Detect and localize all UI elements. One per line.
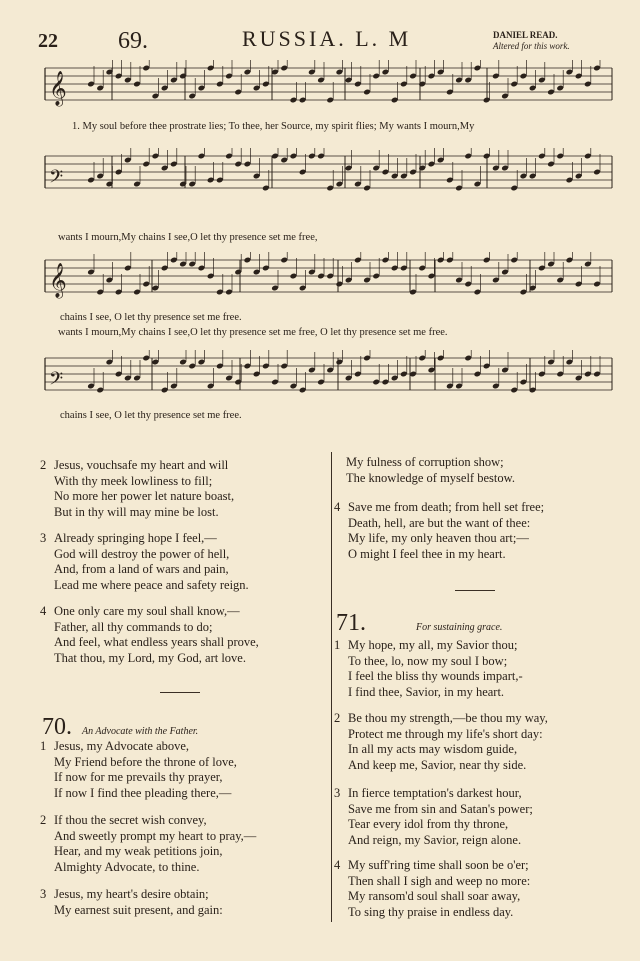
verse-line: I find thee, Savior, in my heart. xyxy=(348,684,505,699)
hymn70-heading xyxy=(42,714,198,741)
hymn71-number: 71. xyxy=(336,610,366,636)
verse-line: Save me from sin and Satan's power; xyxy=(348,801,533,816)
verse-line: Death, hell, are but the want of thee: xyxy=(348,515,531,530)
verse-line: And keep me, Savior, near thy side. xyxy=(348,757,527,772)
bass-staff-2 xyxy=(0,350,640,406)
verse-line: My earnest suit present, and gain: xyxy=(54,902,223,917)
verse-line: My life, my only heaven thou art;— xyxy=(348,531,529,546)
verse-number: 2 xyxy=(40,458,47,472)
verse-number: 1 xyxy=(334,638,341,652)
verse-line: To thee, lo, now my soul I bow; xyxy=(348,653,508,668)
section-divider xyxy=(160,692,200,693)
hymn71-verse-4 xyxy=(334,858,530,920)
verse-line: Almighty Advocate, to thine. xyxy=(54,859,200,874)
hymn70-verse-3 xyxy=(40,887,223,918)
verse-line: My ransom'd soul shall soar away, xyxy=(348,889,521,904)
verse-number: 2 xyxy=(334,711,341,725)
tune-title: RUSSIA. L. M xyxy=(242,26,412,51)
hymn70-verse-1 xyxy=(40,739,237,801)
lyric-line-2: wants I mourn,My chains I see,O let thy presence set me free, xyxy=(58,232,318,243)
verse-line: Save me from death; from hell set free; xyxy=(348,500,545,514)
lyric-line-3: chains I see, O let thy presence set me free. xyxy=(60,312,242,323)
hymn70-verse-3-cont xyxy=(346,455,515,486)
treble-staff-1 xyxy=(0,60,640,116)
hymn69-verse-3 xyxy=(40,531,249,593)
verse-line: My suff'ring time shall soon be o'er; xyxy=(348,858,529,872)
verse-line: My Friend before the throne of love, xyxy=(54,754,237,769)
bass-staff-1 xyxy=(0,148,640,204)
verse-line: And, from a land of wars and pain, xyxy=(54,562,229,577)
verse-number: 3 xyxy=(40,887,47,901)
verse-line: In fierce temptation's darkest hour, xyxy=(348,786,522,800)
verse-line: Jesus, my Advocate above, xyxy=(54,739,190,753)
verse-number: 3 xyxy=(334,786,341,800)
verse-line: If now I find thee pleading there,— xyxy=(54,785,232,800)
hymn71-heading xyxy=(336,610,502,637)
hymn71-verse-2 xyxy=(334,711,548,773)
composer-name: DANIEL READ. xyxy=(493,30,558,40)
verse-number: 4 xyxy=(334,500,341,514)
hymn69-verse-2 xyxy=(40,458,234,520)
hymn70-verse-2 xyxy=(40,813,256,875)
verse-line: And reign, my Savior, reign alone. xyxy=(348,832,522,847)
verse-number: 1 xyxy=(40,739,47,753)
composer-credit xyxy=(493,30,570,52)
verse-line: And sweetly prompt my heart to pray,— xyxy=(54,828,257,843)
verse-line: Lead me where peace and safety reign. xyxy=(54,577,249,592)
verse-line: Jesus, vouchsafe my heart and will xyxy=(54,458,229,472)
verse-line: One only care my soul shall know,— xyxy=(54,604,240,618)
hymn70-verse-4 xyxy=(334,500,544,562)
verse-line: No more her power let nature boast, xyxy=(54,489,235,504)
verse-line: If thou the secret wish convey, xyxy=(54,813,207,827)
verse-line: Then shall I sigh and weep no more: xyxy=(348,873,531,888)
verse-line: Already springing hope I feel,— xyxy=(54,531,217,545)
page-number: 22 xyxy=(38,30,58,52)
verse-line: And feel, what endless years shall prove, xyxy=(54,635,259,650)
hymn70-title: An Advocate with the Father. xyxy=(82,726,199,737)
verse-line: Protect me through my life's short day: xyxy=(348,726,543,741)
column-divider xyxy=(331,452,332,922)
verse-line: In all my acts may wisdom guide, xyxy=(348,742,518,757)
verse-line: My fulness of corruption show; xyxy=(346,455,504,469)
lyric-line-5: chains I see, O let thy presence set me free. xyxy=(60,410,242,421)
composer-note: Altered for this work. xyxy=(493,41,570,51)
hymn71-verse-1 xyxy=(334,638,523,700)
section-divider xyxy=(455,590,495,591)
verse-line: Tear every idol from thy throne, xyxy=(348,817,509,832)
verse-line: Father, all thy commands to do; xyxy=(54,619,213,634)
verse-line: With thy meek lowliness to fill; xyxy=(54,473,213,488)
verse-number: 4 xyxy=(334,858,341,872)
verse-line: God will destroy the power of hell, xyxy=(54,546,230,561)
hymn-number: 69. xyxy=(118,28,148,54)
verse-line: O might I feel thee in my heart. xyxy=(348,546,506,561)
verse-line: That thou, my Lord, my God, art love. xyxy=(54,650,246,665)
lyric-line-4: wants I mourn,My chains I see,O let thy presence set me free, O let thy presence set me free. xyxy=(58,327,448,338)
lyric-line-1: 1. My soul before thee prostrate lies; To thee, her Source, my spirit flies; My wants I mourn,My xyxy=(72,121,475,132)
treble-staff-2 xyxy=(0,252,640,308)
verse-line: If now for me prevails thy prayer, xyxy=(54,770,223,785)
verse-number: 2 xyxy=(40,813,47,827)
verse-line: To sing thy praise in endless day. xyxy=(348,904,514,919)
hymn71-title: For sustaining grace. xyxy=(416,622,503,633)
svg-text:𝄢: 𝄢 xyxy=(49,369,64,394)
verse-line: My hope, my all, my Savior thou; xyxy=(348,638,518,652)
verse-line: Jesus, my heart's desire obtain; xyxy=(54,887,209,901)
svg-text:𝄢: 𝄢 xyxy=(49,167,64,192)
hymn69-verse-4 xyxy=(40,604,259,666)
verse-line: But in thy will may mine be lost. xyxy=(54,504,219,519)
verse-number: 3 xyxy=(40,531,47,545)
verse-line: Be thou my strength,—be thou my way, xyxy=(348,711,548,725)
verse-line: Hear, and my weak petitions join, xyxy=(54,844,223,859)
verse-line: The knowledge of myself bestow. xyxy=(346,470,515,485)
verse-number: 4 xyxy=(40,604,47,618)
svg-text:𝄞: 𝄞 xyxy=(49,71,67,106)
svg-text:𝄞: 𝄞 xyxy=(49,263,67,298)
hymn70-number: 70. xyxy=(42,714,72,740)
verse-line: I feel the bliss thy wounds impart,- xyxy=(348,669,523,684)
hymn71-verse-3 xyxy=(334,786,533,848)
